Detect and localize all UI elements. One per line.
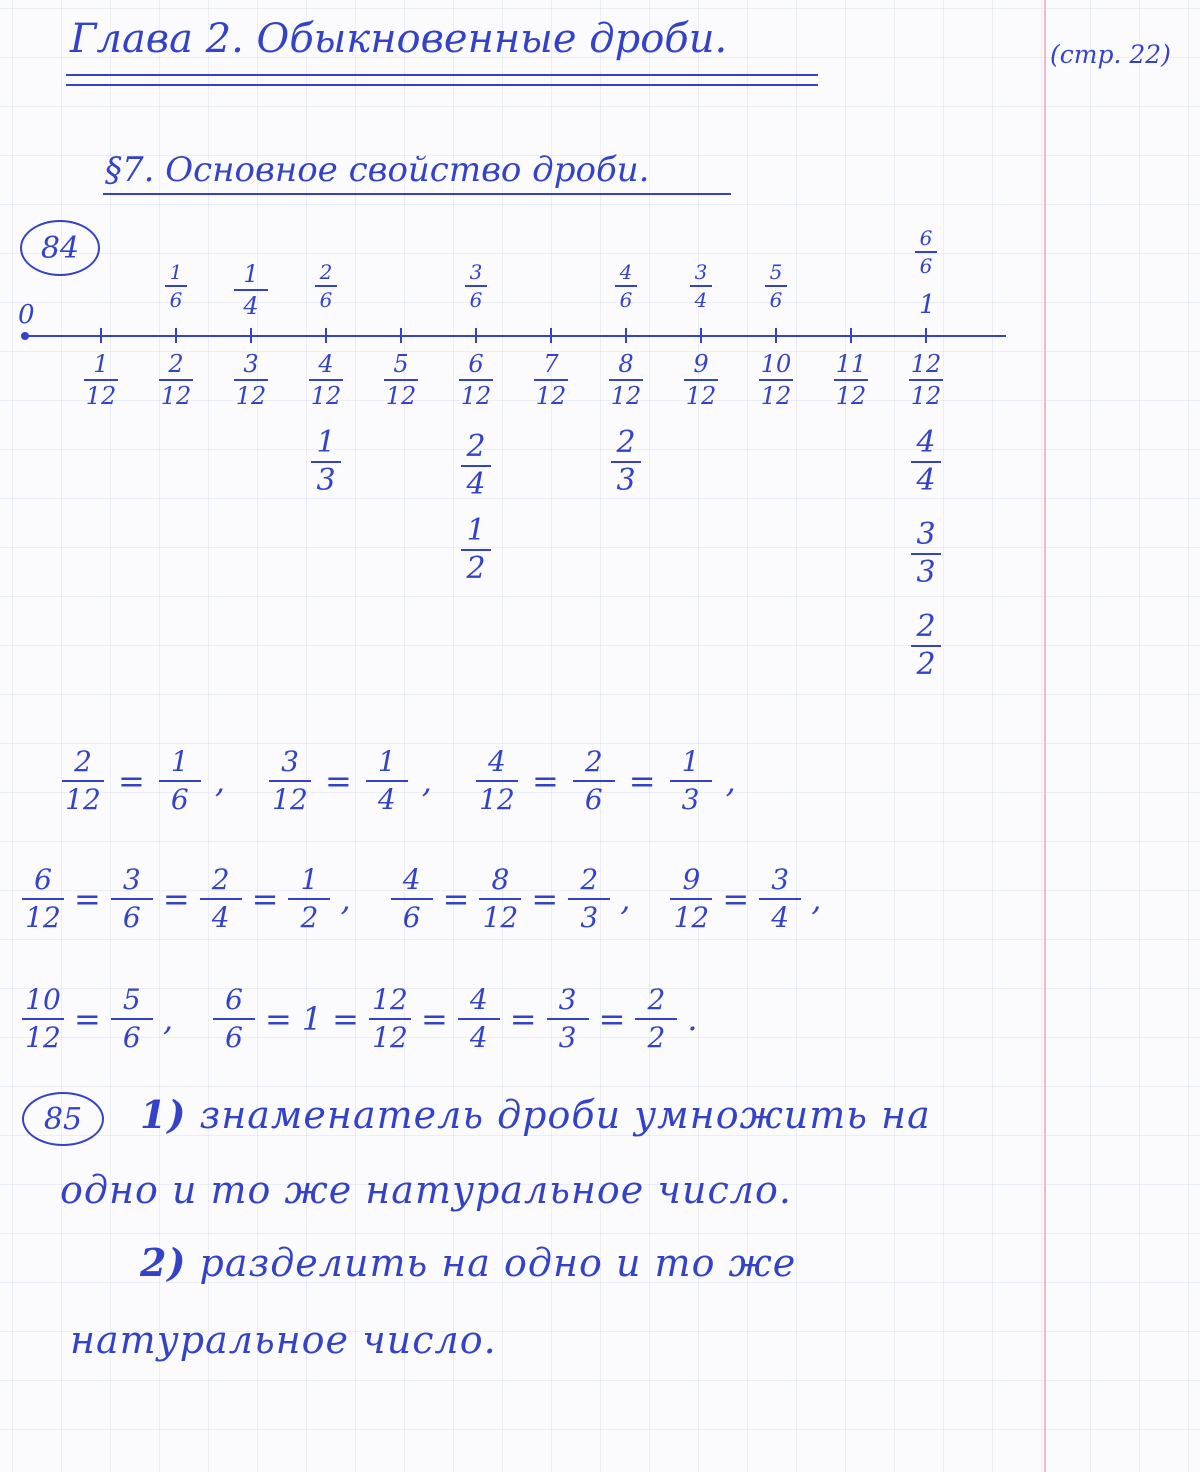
denominator: 12 [673,901,710,934]
punctuation: , [421,762,432,800]
numerator: 2 [616,425,636,460]
denominator: 4 [469,1021,488,1054]
numerator: 11 [835,350,867,378]
item-2-number: 2) [140,1240,187,1285]
denominator: 4 [694,288,708,312]
numerator: 1 [681,745,700,778]
numerator: 2 [580,863,599,896]
equivalent-fraction-2-3 [611,425,641,498]
fraction-bar [391,898,433,900]
equation-fraction [670,745,712,816]
numerator: 5 [769,260,783,284]
numerator: 4 [916,425,936,460]
equation-fraction [547,983,589,1054]
equation-fraction [391,863,433,934]
whole-number: 1 [301,1000,323,1038]
equals-sign: = [74,1000,101,1038]
equation-fraction [369,983,411,1054]
section-underline [103,193,731,195]
equals-sign: = [442,880,470,918]
numerator: 2 [584,745,603,778]
tick-mark [325,328,327,343]
fraction-bar [309,379,343,381]
fraction-bar [22,1018,64,1020]
equation-fraction [568,863,610,934]
item-1-text: знаменатель дроби умножить на [199,1093,931,1137]
equation-fraction [573,745,615,816]
fraction-bar [635,1018,677,1020]
denominator: 6 [122,1021,141,1054]
denominator: 6 [769,288,783,312]
title-underline-2 [66,84,818,86]
numerator: 1 [316,425,336,460]
equals-sign: = [324,762,352,800]
fraction-above-3-6 [465,262,487,310]
equation-fraction [288,863,330,934]
numerator: 3 [281,745,299,778]
numerator: 2 [168,350,184,378]
tick-mark [250,328,252,343]
denominator: 12 [385,382,417,410]
denominator: 6 [402,901,421,934]
denominator: 12 [760,382,792,410]
tick-mark [700,328,702,343]
equation-row1 [62,745,766,816]
denominator: 2 [466,551,486,586]
fraction-bar [366,780,408,782]
denominator: 2 [300,901,319,934]
notebook-margin-line [1044,0,1046,1472]
fraction-bar [459,379,493,381]
numerator: 6 [34,863,52,896]
equals-sign: = [509,1000,537,1038]
punctuation: , [620,880,631,918]
fraction-bar [670,780,712,782]
fraction-below-11-12 [834,352,868,408]
fraction-bar [234,289,268,291]
item-2-text: разделить на одно и то же [199,1241,797,1285]
fraction-bar [458,1018,500,1020]
chapter-title: Глава 2. Обыкновенные дроби. [70,16,728,62]
numerator: 6 [468,350,484,378]
denominator: 6 [584,783,603,816]
numerator: 4 [402,863,421,896]
equation-fraction [200,863,242,934]
exercise-85-label: 85 [43,1101,83,1137]
fraction-bar [568,898,610,900]
denominator: 12 [65,783,101,816]
equals-sign: = [420,1000,448,1038]
fraction-below-8-12 [609,352,643,408]
equivalent-fraction-2-4 [461,429,491,502]
denominator: 12 [610,382,642,410]
fraction-bar [159,379,193,381]
denominator: 6 [619,288,633,312]
tick-mark [100,328,102,343]
numerator: 5 [393,350,409,378]
denominator: 6 [919,254,933,278]
punctuation: , [162,1000,173,1038]
numerator: 2 [647,983,666,1016]
equation-fraction [22,983,64,1054]
denominator: 4 [916,463,936,498]
denominator: 6 [319,288,333,312]
denominator: 12 [482,901,519,934]
fraction-below-1-12 [84,352,118,408]
numerator: 4 [469,983,488,1016]
denominator: 6 [225,1021,243,1054]
fraction-below-2-12 [159,352,193,408]
equals-sign: = [251,880,279,918]
exercise-number-84 [20,220,100,276]
tick-mark [175,328,177,343]
numerator: 7 [543,350,559,378]
denominator: 12 [910,382,942,410]
denominator: 12 [372,1021,408,1054]
equation-row3 [22,983,698,1054]
equivalent-fraction-3-3 [911,517,941,590]
numerator: 2 [319,260,333,284]
equation-fraction [366,745,408,816]
denominator: 4 [211,901,230,934]
equation-fraction [159,745,201,816]
numerator: 8 [491,863,510,896]
equivalent-fraction-4-4 [911,425,941,498]
fraction-bar [159,780,201,782]
denominator: 12 [25,901,61,934]
denominator: 12 [25,1021,61,1054]
fraction-below-6-12 [459,352,493,408]
fraction-bar [234,379,268,381]
numerator: 12 [372,983,408,1016]
fraction-bar [834,379,868,381]
numerator: 3 [558,983,577,1016]
fraction-bar [288,898,330,900]
denominator: 4 [771,901,790,934]
denominator: 6 [170,783,189,816]
denominator: 6 [122,901,141,934]
equals-sign: = [598,1000,626,1038]
punctuation: , [811,880,822,918]
denominator: 3 [681,783,700,816]
numerator: 9 [682,863,701,896]
numerator: 3 [469,260,483,284]
numerator: 1 [300,863,319,896]
equation-fraction [479,863,521,934]
denominator: 12 [160,382,192,410]
fraction-above-2-6 [315,262,337,310]
numerator: 1 [170,745,189,778]
fraction-below-4-12 [309,352,343,408]
equation-fraction [670,863,712,934]
equivalent-fraction-1-2 [461,513,491,586]
equation-fraction [22,863,64,934]
fraction-below-10-12 [759,352,793,408]
fraction-bar [534,379,568,381]
numerator: 3 [771,863,790,896]
fraction-below-5-12 [384,352,418,408]
punctuation: , [725,762,736,800]
title-underline [66,74,818,76]
numerator: 3 [694,260,708,284]
punctuation: , [340,880,351,918]
item-2-line-2: натуральное число. [70,1318,497,1362]
exercise-84-label: 84 [40,230,80,266]
equation-fraction [759,863,801,934]
fraction-bar [547,1018,589,1020]
tick-mark [475,328,477,343]
equals-sign: = [118,762,145,800]
one-label: 1 [919,290,936,320]
denominator: 12 [479,783,515,816]
equals-sign: = [74,880,101,918]
fraction-bar [111,898,153,900]
denominator: 12 [835,382,867,410]
fraction-bar [670,898,712,900]
fraction-below-7-12 [534,352,568,408]
numerator: 2 [466,429,486,464]
fraction-above-5-6 [765,262,787,310]
denominator: 3 [316,463,336,498]
equivalent-fraction-2-2 [911,609,941,682]
fraction-bar [759,379,793,381]
equation-row2 [22,863,851,934]
denominator: 12 [310,382,342,410]
fraction-bar [62,780,104,782]
denominator: 12 [460,382,492,410]
fraction-bar [573,780,615,782]
fraction-bar [369,1018,411,1020]
origin-dot [21,332,29,340]
fraction-above-1-6 [165,262,187,310]
equation-fraction [111,863,153,934]
fraction-bar [84,379,118,381]
fraction-bar [765,285,787,287]
denominator: 3 [558,1021,577,1054]
tick-mark [850,328,852,343]
denominator: 2 [647,1021,666,1054]
equals-sign: = [531,880,559,918]
fraction-bar [315,285,337,287]
denominator: 6 [169,288,183,312]
numerator: 5 [122,983,141,1016]
denominator: 4 [377,783,396,816]
item-1-line-1 [140,1092,931,1137]
equation-fraction [213,983,255,1054]
denominator: 12 [685,382,717,410]
numerator: 6 [225,983,243,1016]
item-2-line-1 [140,1240,796,1285]
fraction-bar [759,898,801,900]
fraction-above-6-6 [915,228,937,276]
equals-sign: = [162,880,190,918]
numerator: 2 [211,863,230,896]
equals-sign: = [332,1000,359,1038]
fraction-below-12-12 [909,352,943,408]
fraction-bar [915,251,937,253]
equals-sign: = [722,880,750,918]
equation-fraction [635,983,677,1054]
denominator: 3 [580,901,599,934]
denominator: 12 [272,783,308,816]
numerator: 4 [619,260,633,284]
fraction-bar [909,379,943,381]
equation-fraction [458,983,500,1054]
fraction-bar [213,1018,255,1020]
fraction-bar [615,285,637,287]
tick-mark [400,328,402,343]
tick-mark [625,328,627,343]
numerator: 3 [243,350,259,378]
numerator: 4 [488,745,506,778]
section-title: §7. Основное свойство дроби. [105,150,650,190]
page-reference: (стр. 22) [1050,40,1171,69]
tick-mark [550,328,552,343]
numerator: 3 [916,517,936,552]
fraction-bar [111,1018,153,1020]
equivalent-fraction-1-3 [311,425,341,498]
fraction-above-1-4 [234,262,268,318]
denominator: 4 [466,467,486,502]
numerator: 3 [122,863,141,896]
equals-sign: = [628,762,656,800]
exercise-number-85 [22,1092,104,1146]
tick-mark [925,328,927,343]
fraction-bar [200,898,242,900]
fraction-bar [384,379,418,381]
punctuation: . [687,1000,698,1038]
denominator: 2 [916,647,936,682]
fraction-bar [465,285,487,287]
numerator: 4 [318,350,334,378]
fraction-bar [22,898,64,900]
fraction-below-3-12 [234,352,268,408]
numerator: 1 [466,513,486,548]
numerator: 9 [693,350,709,378]
numerator: 2 [74,745,92,778]
denominator: 12 [535,382,567,410]
numerator: 10 [760,350,792,378]
numerator: 1 [93,350,109,378]
zero-label: 0 [18,300,35,330]
tick-mark [775,328,777,343]
equation-fraction [62,745,104,816]
denominator: 6 [469,288,483,312]
numerator: 1 [377,745,396,778]
denominator: 3 [916,555,936,590]
fraction-bar [269,780,311,782]
numerator: 12 [910,350,942,378]
denominator: 12 [85,382,117,410]
fraction-above-3-4 [690,262,712,310]
item-1-line-2: одно и то же натуральное число. [60,1168,792,1212]
numerator: 6 [919,226,933,250]
denominator: 4 [243,292,259,320]
numerator: 1 [169,260,183,284]
fraction-bar [165,285,187,287]
fraction-above-4-6 [615,262,637,310]
item-1-number: 1) [140,1092,187,1137]
fraction-bar [609,379,643,381]
equation-fraction [111,983,153,1054]
denominator: 3 [616,463,636,498]
equation-fraction [476,745,518,816]
numerator: 2 [916,609,936,644]
fraction-bar [476,780,518,782]
number-line-axis [24,335,1006,337]
numerator: 10 [25,983,61,1016]
denominator: 12 [235,382,267,410]
numerator: 8 [618,350,634,378]
fraction-below-9-12 [684,352,718,408]
punctuation: , [214,762,225,800]
equals-sign: = [264,1000,292,1038]
equation-fraction [269,745,311,816]
fraction-bar [479,898,521,900]
fraction-bar [690,285,712,287]
numerator: 1 [243,260,259,288]
fraction-bar [684,379,718,381]
equals-sign: = [531,762,559,800]
